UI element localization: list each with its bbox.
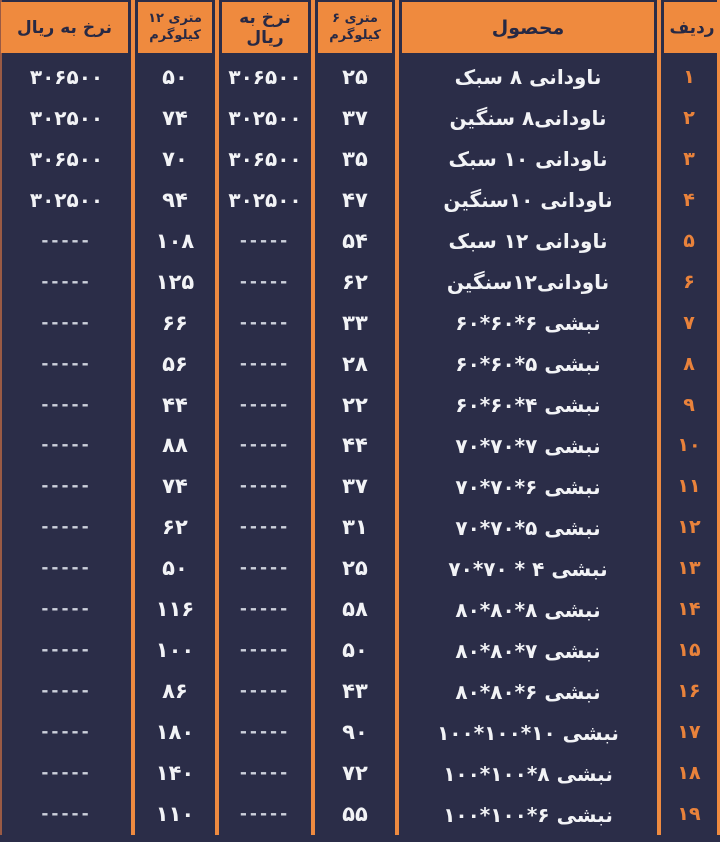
cell-product xyxy=(399,548,657,589)
cell-price-rial-12m: ----- xyxy=(41,722,92,743)
cell-row-number: ۱۰ xyxy=(677,434,701,457)
cell-weight-12m: ۸۸ xyxy=(162,433,188,458)
cell-weight-6m: ۳۷ xyxy=(342,474,368,499)
cell-product xyxy=(399,589,657,630)
table-row xyxy=(0,426,720,467)
cell-price-rial-6m: ----- xyxy=(239,271,291,292)
cell-weight-12m: ۷۴ xyxy=(162,105,188,130)
cell-price-rial-12m: ----- xyxy=(41,558,92,579)
table-row xyxy=(0,794,720,835)
cell-price-rial-12m: ----- xyxy=(41,763,92,784)
cell-price-rial-6m: ----- xyxy=(239,230,291,251)
product-name: نبشی xyxy=(556,761,613,786)
product-name: ناودانی۸ سنگین xyxy=(449,106,607,131)
cell-price-rial-12m: ----- xyxy=(41,599,92,620)
cell-weight-12m: ۷۴ xyxy=(162,474,188,499)
product-name: نبشی xyxy=(544,433,601,458)
product-name: نبشی xyxy=(544,597,601,622)
cell-weight-6m: ۵۵ xyxy=(342,802,368,827)
cell-price-rial-6m: ----- xyxy=(239,353,291,374)
cell-price-rial-12m: ----- xyxy=(41,476,92,497)
cell-row-number: ۱۱ xyxy=(677,475,701,498)
cell-price-rial-12m: ۳۰۶۵۰۰ xyxy=(29,147,104,172)
cell-weight-12m: ۱۲۵ xyxy=(155,269,195,294)
cell-weight-12m: ۱۰۰ xyxy=(155,638,195,663)
header-product xyxy=(402,2,654,53)
table-row xyxy=(0,303,720,344)
cell-price-rial-6m: ----- xyxy=(239,394,291,415)
cell-row-number: ۱۹ xyxy=(677,803,701,826)
table-row xyxy=(0,344,720,385)
product-spec: ۱۰۰*۱۰۰*۶ xyxy=(443,802,550,827)
cell-weight-12m: ۵۰ xyxy=(162,556,188,581)
header-row-number xyxy=(664,2,720,53)
cell-row-number: ۱۴ xyxy=(677,598,701,621)
product-spec: ۶۰*۶۰*۶ xyxy=(455,311,538,336)
cell-weight-12m: ۱۱۰ xyxy=(155,802,195,827)
cell-weight-12m: ۴۴ xyxy=(162,392,188,417)
cell-price-rial-6m: ۳۰۶۵۰۰ xyxy=(228,147,302,172)
cell-weight-12m: ۱۰۸ xyxy=(155,228,195,253)
cell-weight-6m: ۶۲ xyxy=(342,269,368,294)
cell-row-number: ۸ xyxy=(683,352,695,375)
cell-weight-12m: ۵۰ xyxy=(162,64,188,89)
cell-price-rial-6m: ۳۰۶۵۰۰ xyxy=(228,65,302,90)
table-row xyxy=(0,180,720,221)
product-name: نبشی xyxy=(562,720,619,745)
cell-weight-6m: ۵۴ xyxy=(342,228,368,253)
cell-price-rial-6m: ----- xyxy=(239,517,291,538)
header-weight-6m xyxy=(318,2,392,53)
product-name: نبشی xyxy=(551,556,608,581)
table-row xyxy=(0,589,720,630)
cell-weight-6m: ۴۳ xyxy=(342,679,368,704)
cell-product xyxy=(399,180,657,221)
cell-row-number: ۴ xyxy=(683,188,695,211)
product-name: نبشی xyxy=(544,515,601,540)
cell-product xyxy=(399,303,657,344)
product-name: نبشی xyxy=(544,679,601,704)
cell-price-rial-12m: ----- xyxy=(41,394,92,415)
cell-product xyxy=(399,344,657,385)
cell-product xyxy=(399,57,657,98)
cell-weight-6m: ۴۴ xyxy=(342,433,368,458)
header-price-rial-12m xyxy=(1,2,128,53)
cell-product xyxy=(399,794,657,835)
cell-weight-12m: ۸۶ xyxy=(162,679,188,704)
header-label: نرخ به ریال xyxy=(239,7,291,48)
cell-weight-12m: ۱۴۰ xyxy=(155,761,195,786)
cell-product xyxy=(399,630,657,671)
product-spec: ۷۰*۷۰*۶ xyxy=(455,474,538,499)
cell-price-rial-12m: ----- xyxy=(41,353,92,374)
cell-product xyxy=(399,98,657,139)
table-row xyxy=(0,548,720,589)
cell-price-rial-6m: ۳۰۲۵۰۰ xyxy=(228,188,302,213)
product-name: ناودانی ۱۰ سبک xyxy=(448,147,608,172)
cell-weight-12m: ۷۰ xyxy=(162,146,188,171)
cell-row-number: ۵ xyxy=(683,229,695,252)
product-name: ناودانی ۸ سبک xyxy=(454,65,602,90)
cell-row-number: ۱۶ xyxy=(677,680,701,703)
product-name: ناودانی۱۲سنگین xyxy=(446,270,610,295)
cell-row-number: ۱۸ xyxy=(677,762,701,785)
cell-weight-6m: ۳۳ xyxy=(342,310,368,335)
table-row xyxy=(0,98,720,139)
cell-weight-6m: ۴۷ xyxy=(342,187,368,212)
product-spec: ۶۰*۶۰*۵ xyxy=(455,352,538,377)
cell-price-rial-12m: ۳۰۲۵۰۰ xyxy=(29,188,104,213)
product-name: نبشی xyxy=(544,393,601,418)
cell-product xyxy=(399,426,657,467)
cell-weight-12m: ۱۱۶ xyxy=(155,597,195,622)
cell-weight-12m: ۵۶ xyxy=(162,351,188,376)
cell-weight-12m: ۹۴ xyxy=(162,187,188,212)
cell-price-rial-12m: ----- xyxy=(41,804,92,825)
cell-row-number: ۳ xyxy=(683,147,695,170)
table-row xyxy=(0,753,720,794)
cell-weight-12m: ۶۶ xyxy=(162,310,188,335)
product-name: نبشی xyxy=(556,802,613,827)
header-label: کیلوگرم xyxy=(149,27,201,43)
cell-weight-6m: ۳۷ xyxy=(342,105,368,130)
product-spec: ۸۰*۸۰*۸ xyxy=(455,597,538,622)
cell-weight-6m: ۲۵ xyxy=(342,556,368,581)
table-row xyxy=(0,262,720,303)
product-spec: ۱۰۰*۱۰۰*۸ xyxy=(443,761,550,786)
header-label: محصول xyxy=(491,16,565,39)
header-price-rial-6m xyxy=(222,2,308,53)
cell-row-number: ۱۷ xyxy=(677,721,701,744)
table-body xyxy=(0,57,720,835)
cell-price-rial-12m: ----- xyxy=(41,312,92,333)
table-header xyxy=(0,0,720,57)
cell-weight-6m: ۵۰ xyxy=(342,638,368,663)
cell-price-rial-6m: ----- xyxy=(239,558,291,579)
cell-price-rial-6m: ----- xyxy=(239,599,291,620)
cell-product xyxy=(399,139,657,180)
product-name: نبشی xyxy=(544,311,601,336)
table-row xyxy=(0,385,720,426)
product-name: ناودانی ۱۲ سبک xyxy=(448,229,608,254)
table-row xyxy=(0,712,720,753)
cell-row-number: ۱۵ xyxy=(677,639,701,662)
cell-row-number: ۱۳ xyxy=(677,557,701,580)
product-spec: ۶۰*۶۰*۴ xyxy=(455,393,538,418)
cell-weight-6m: ۳۵ xyxy=(342,146,368,171)
product-spec: ۸۰*۸۰*۶ xyxy=(455,679,538,704)
table-row xyxy=(0,630,720,671)
header-label: ۶ متری xyxy=(332,10,378,26)
cell-row-number: ۲ xyxy=(683,106,695,129)
cell-price-rial-12m: ----- xyxy=(41,681,92,702)
product-spec: ۷۰*۷۰ * ۴ xyxy=(448,556,545,581)
cell-price-rial-12m: ----- xyxy=(41,230,92,251)
product-name: نبشی xyxy=(544,638,601,663)
product-spec: ۱۰۰*۱۰۰*۱۰ xyxy=(437,720,556,745)
table-row xyxy=(0,671,720,712)
cell-weight-12m: ۶۲ xyxy=(162,515,188,540)
cell-price-rial-6m: ----- xyxy=(239,312,291,333)
header-label: ردیف xyxy=(669,17,715,38)
header-weight-12m xyxy=(138,2,212,53)
cell-row-number: ۱ xyxy=(683,65,695,88)
cell-product xyxy=(399,221,657,262)
cell-product xyxy=(399,466,657,507)
cell-price-rial-6m: ۳۰۲۵۰۰ xyxy=(228,106,302,131)
cell-product xyxy=(399,753,657,794)
product-name: نبشی xyxy=(544,474,601,499)
cell-product xyxy=(399,385,657,426)
cell-product xyxy=(399,712,657,753)
product-spec: ۷۰*۷۰*۷ xyxy=(455,433,538,458)
cell-price-rial-12m: ----- xyxy=(41,271,92,292)
cell-weight-6m: ۳۱ xyxy=(342,515,368,540)
cell-price-rial-12m: ----- xyxy=(41,435,92,456)
cell-price-rial-6m: ----- xyxy=(239,681,291,702)
table-row xyxy=(0,466,720,507)
cell-price-rial-6m: ----- xyxy=(239,640,291,661)
cell-product xyxy=(399,262,657,303)
cell-weight-6m: ۹۰ xyxy=(342,720,368,745)
cell-row-number: ۱۲ xyxy=(677,516,701,539)
product-name: ناودانی ۱۰سنگین xyxy=(443,188,613,213)
cell-weight-6m: ۲۲ xyxy=(342,392,368,417)
table-row xyxy=(0,139,720,180)
cell-weight-6m: ۵۸ xyxy=(342,597,368,622)
cell-price-rial-12m: ----- xyxy=(41,640,92,661)
product-spec: ۸۰*۸۰*۷ xyxy=(455,638,538,663)
cell-row-number: ۹ xyxy=(683,393,695,416)
header-label: کیلوگرم xyxy=(329,27,381,43)
cell-row-number: ۶ xyxy=(683,270,695,293)
cell-price-rial-12m: ۳۰۶۵۰۰ xyxy=(29,65,104,90)
cell-price-rial-12m: ۳۰۲۵۰۰ xyxy=(29,106,104,131)
table-row xyxy=(0,221,720,262)
cell-product xyxy=(399,507,657,548)
cell-price-rial-6m: ----- xyxy=(239,763,291,784)
header-label: نرخ به ریال xyxy=(16,17,113,38)
table-row xyxy=(0,507,720,548)
cell-price-rial-6m: ----- xyxy=(239,476,291,497)
cell-product xyxy=(399,671,657,712)
cell-price-rial-12m: ----- xyxy=(41,517,92,538)
cell-weight-12m: ۱۸۰ xyxy=(155,720,195,745)
cell-price-rial-6m: ----- xyxy=(239,804,291,825)
cell-weight-6m: ۲۸ xyxy=(342,351,368,376)
table-row xyxy=(0,57,720,98)
cell-weight-6m: ۲۵ xyxy=(342,64,368,89)
product-spec: ۷۰*۷۰*۵ xyxy=(455,515,538,540)
cell-price-rial-6m: ----- xyxy=(239,722,291,743)
cell-row-number: ۷ xyxy=(683,311,695,334)
header-label: ۱۲ متری xyxy=(148,10,202,26)
product-name: نبشی xyxy=(544,352,601,377)
cell-weight-6m: ۷۲ xyxy=(342,761,368,786)
cell-price-rial-6m: ----- xyxy=(239,435,291,456)
